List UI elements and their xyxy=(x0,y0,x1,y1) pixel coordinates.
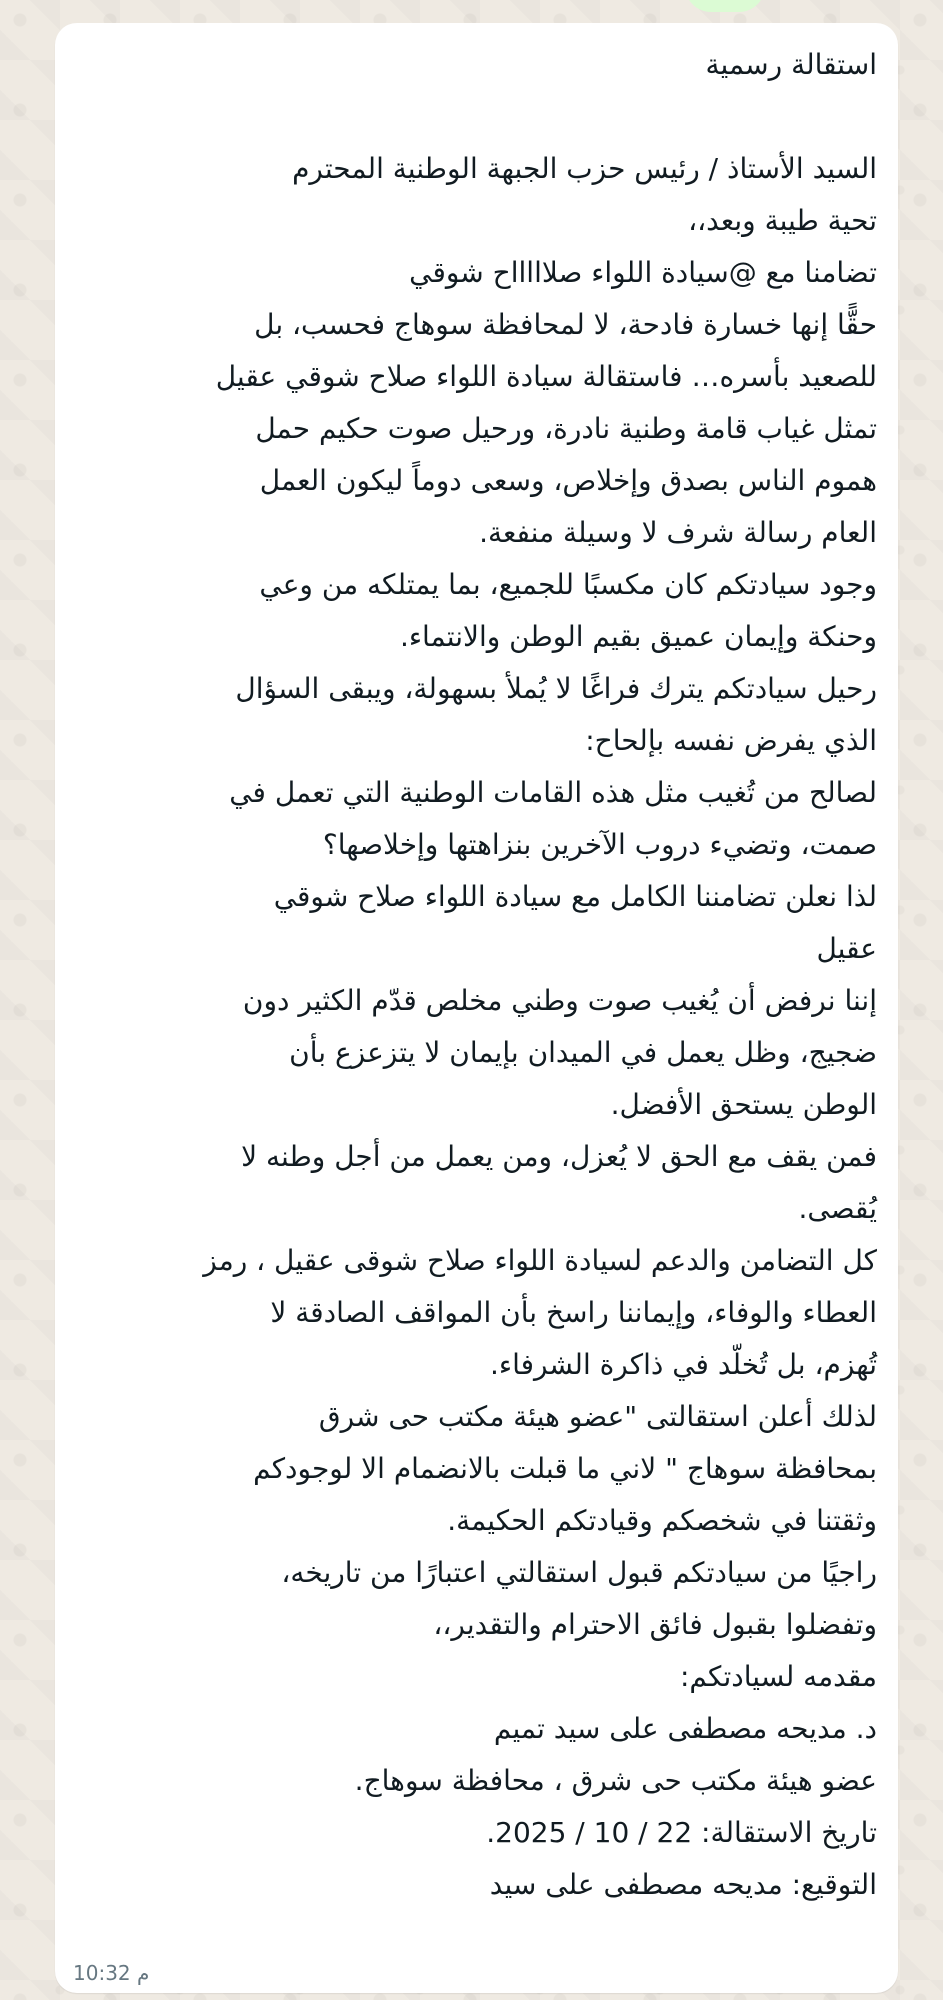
message-line: للصعيد بأسره… فاستقالة سيادة اللواء صلاح شوقي عقيل xyxy=(215,360,877,393)
message-line: رحيل سيادتكم يترك فراغًا لا يُملأ بسهولة، ويبقى السؤال xyxy=(235,672,877,705)
message-bubble[interactable] xyxy=(55,23,898,1993)
message-line-mention: تضامنا مع @سيادة اللواء صلاااااح شوقي xyxy=(409,256,877,289)
message-line: تمثل غياب قامة وطنية نادرة، ورحيل صوت حكيم حمل xyxy=(255,412,877,445)
message-line-signature: التوقيع: مديحه مصطفى على سيد xyxy=(489,1868,877,1901)
message-line: الوطن يستحق الأفضل. xyxy=(610,1088,877,1121)
message-line: راجيًا من سيادتكم قبول استقالتي اعتبارًا من تاريخه، xyxy=(281,1556,877,1589)
message-line: مقدمه لسيادتكم: xyxy=(679,1660,877,1693)
message-line: الذي يفرض نفسه بإلحاح: xyxy=(585,724,877,757)
message-line: تحية طيبة وبعد،، xyxy=(688,204,877,237)
message-line: إننا نرفض أن يُغيب صوت وطني مخلص قدّم الكثير دون xyxy=(242,984,877,1017)
message-line: كل التضامن والدعم لسيادة اللواء صلاح شوقى عقيل ، رمز xyxy=(203,1244,877,1277)
message-line: تُهزم، بل تُخلّد في ذاكرة الشرفاء. xyxy=(490,1348,877,1381)
message-line: عقيل xyxy=(816,932,877,965)
message-line: العام رسالة شرف لا وسيلة منفعة. xyxy=(479,516,877,549)
message-line: د. مديحه مصطفى على سيد تميم xyxy=(493,1712,877,1745)
message-line: حقًّا إنها خسارة فادحة، لا لمحافظة سوهاج فحسب، بل xyxy=(254,308,877,341)
message-line: السيد الأستاذ / رئيس حزب الجبهة الوطنية المحترم xyxy=(292,152,877,185)
message-line: وتفضلوا بقبول فائق الاحترام والتقدير،، xyxy=(433,1608,877,1641)
message-line: هموم الناس بصدق وإخلاص، وسعى دوماً ليكون العمل xyxy=(259,464,877,497)
message-line: لذلك أعلن استقالتى "عضو هيئة مكتب حى شرق xyxy=(318,1400,877,1433)
message-line: وجود سيادتكم كان مكسبًا للجميع، بما يمتلكه من وعي xyxy=(259,568,877,601)
message-line: لذا نعلن تضامننا الكامل مع سيادة اللواء صلاح شوقي xyxy=(273,880,877,913)
message-timestamp: 10:32 م xyxy=(73,1961,150,1985)
message-line-title: استقالة رسمية xyxy=(705,48,877,81)
message-line-spacer xyxy=(72,91,877,143)
message-line: فمن يقف مع الحق لا يُعزل، ومن يعمل من أجل وطنه لا xyxy=(241,1140,877,1173)
message-text xyxy=(72,39,877,1911)
message-line: وثقتنا في شخصكم وقيادتكم الحكيمة. xyxy=(447,1504,877,1537)
message-line: وحنكة وإيمان عميق بقيم الوطن والانتماء. xyxy=(399,620,877,653)
message-line: يُقصى. xyxy=(798,1192,877,1225)
message-line: العطاء والوفاء، وإيماننا راسخ بأن المواقف الصادقة لا xyxy=(270,1296,877,1329)
message-line: بمحافظة سوهاج " لاني ما قبلت بالانضمام الا لوجودكم xyxy=(253,1452,877,1485)
message-line: لصالح من تُغيب مثل هذه القامات الوطنية التي تعمل في xyxy=(229,776,877,809)
message-line: صمت، وتضيء دروب الآخرين بنزاهتها وإخلاصها؟ xyxy=(322,828,877,861)
message-line: عضو هيئة مكتب حى شرق ، محافظة سوهاج. xyxy=(354,1764,877,1797)
message-line-date: تاريخ الاستقالة: 22 / 10 / 2025. xyxy=(486,1816,877,1849)
message-line: ضجيج، وظل يعمل في الميدان بإيمان لا يتزعزع بأن xyxy=(289,1036,877,1069)
